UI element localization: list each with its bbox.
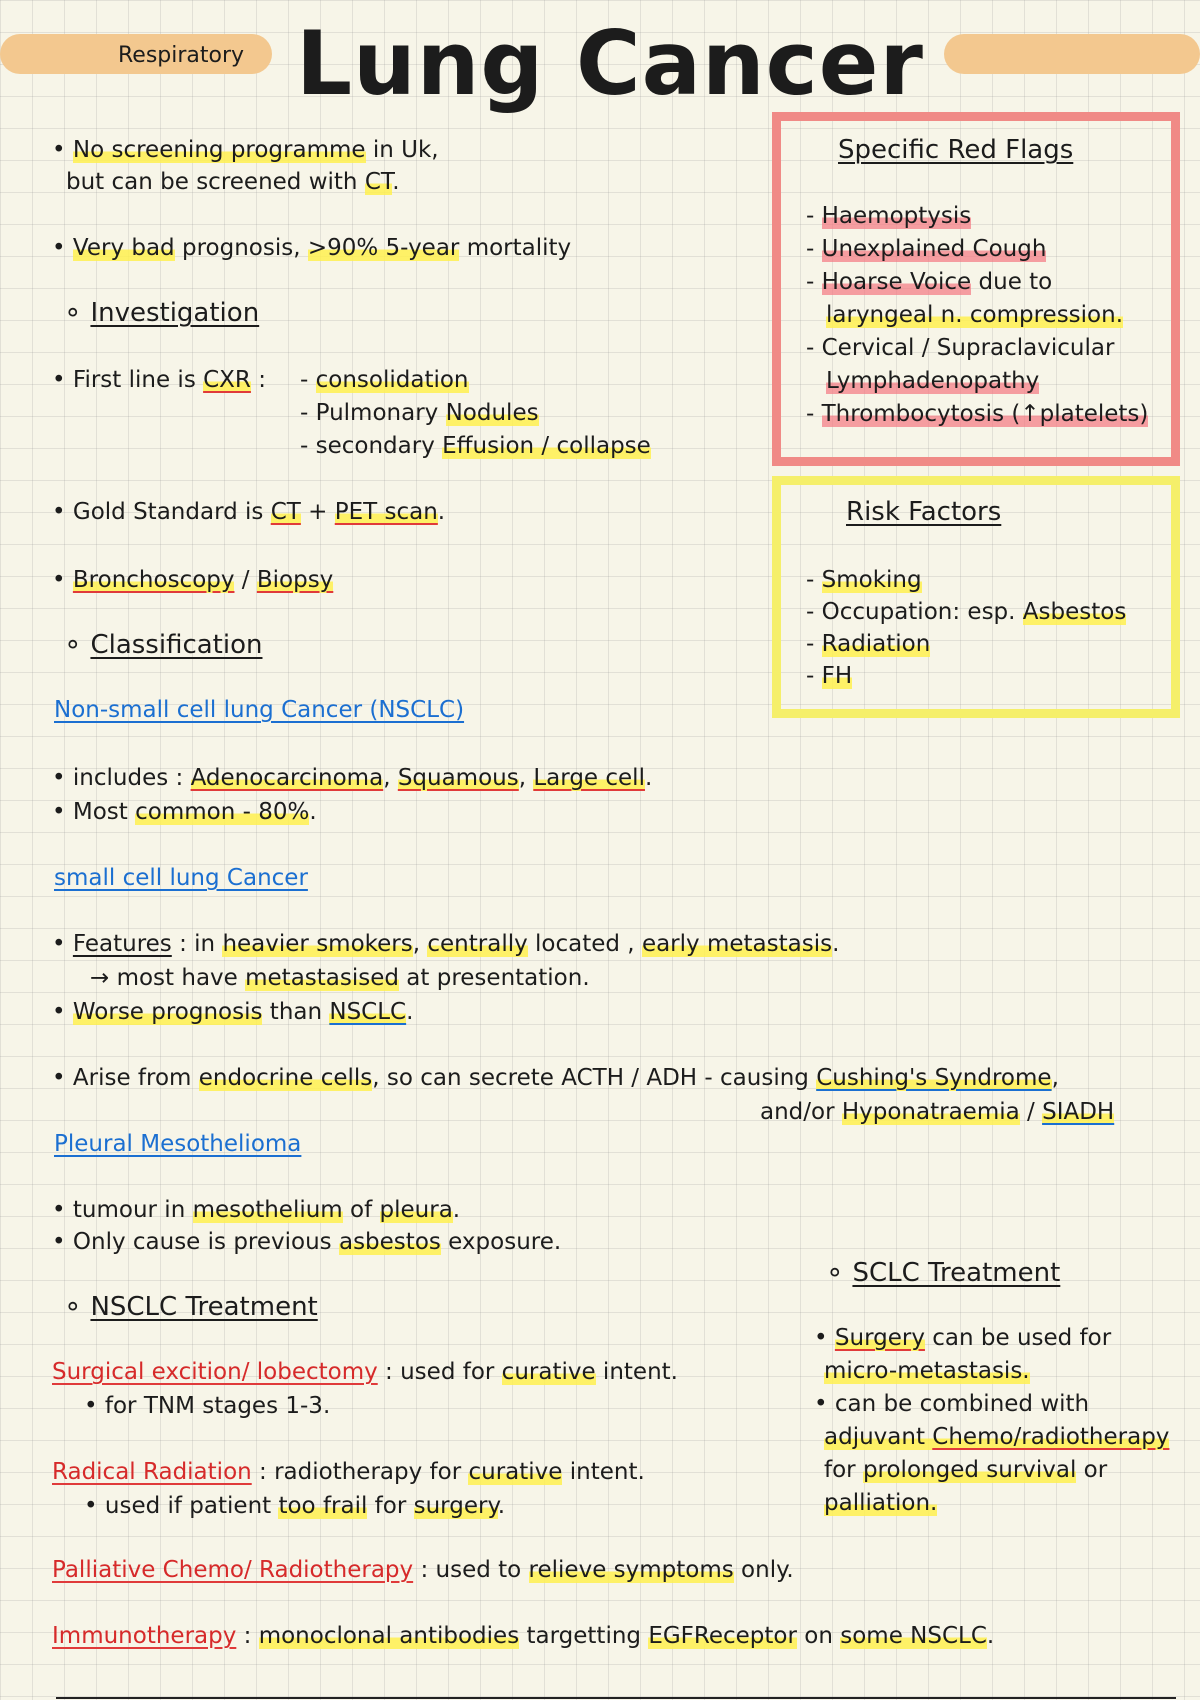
sclc-treatment-line: micro-metastasis. <box>824 1358 1030 1384</box>
red-flag-item: - Unexplained Cough <box>806 233 1148 266</box>
risk-factor-item: - Smoking <box>806 564 1126 596</box>
red-flag-item: - Cervical / Supraclavicular <box>806 332 1148 365</box>
sclc-features: • Features : in heavier smokers, centrally located , early metastasis. <box>52 928 839 960</box>
nsclc-includes: • includes : Adenocarcinoma, Squamous, Large cell. <box>52 762 652 794</box>
screening-line-2: but can be screened with CT. <box>66 169 400 195</box>
radical-radiation-sub: • used if patient too frail for surgery. <box>84 1490 505 1522</box>
red-flag-item-cont: Lymphadenopathy <box>826 368 1040 394</box>
investigation-heading: ∘ Investigation <box>64 296 259 329</box>
sclc-treatment-body <box>814 1322 1169 1520</box>
red-flag-item-cont: laryngeal n. compression. <box>826 302 1124 328</box>
red-flag-item: - Thrombocytosis (↑platelets) <box>806 398 1148 431</box>
risk-factor-item: - Radiation <box>806 628 1126 660</box>
immunotherapy-line: Immunotherapy : monoclonal antibodies targetting EGFReceptor on some NSCLC. <box>52 1623 995 1649</box>
sclc-worse-prognosis: • Worse prognosis than NSCLC. <box>52 996 413 1028</box>
palliative-line: Palliative Chemo/ Radiotherapy : used to relieve symptoms only. <box>52 1557 794 1583</box>
gold-standard-line: • Gold Standard is CT + PET scan. <box>52 496 445 528</box>
mesothelioma-tumour: • tumour in mesothelium of pleura. <box>52 1194 460 1226</box>
cxr-findings <box>300 364 651 463</box>
page-title: Lung Cancer <box>296 12 924 115</box>
mesothelioma-cause: • Only cause is previous asbestos exposure. <box>52 1226 561 1258</box>
classification-heading: ∘ Classification <box>64 628 262 661</box>
sclc-treatment-line: adjuvant Chemo/radiotherapy <box>824 1424 1170 1450</box>
sclc-arise-line-2: and/or Hyponatraemia / SIADH <box>760 1099 1115 1125</box>
risk-factor-item: - FH <box>806 660 1126 692</box>
sclc-metastasised: → most have metastasised at presentation. <box>90 965 590 991</box>
sclc-arise-line: • Arise from endocrine cells, so can secrete ACTH / ADH - causing Cushing's Syndrome, <box>52 1062 1059 1094</box>
red-flags-title: Specific Red Flags <box>838 135 1074 165</box>
cxr-finding-item: - secondary Effusion / collapse <box>300 430 651 463</box>
nsclc-treatment-heading: ∘ NSCLC Treatment <box>64 1290 318 1323</box>
radical-radiation-line: Radical Radiation : radiotherapy for curative intent. <box>52 1459 645 1485</box>
screening-line-1: • No screening programme in Uk, <box>52 134 439 166</box>
nsclc-most-common: • Most common - 80%. <box>52 796 317 828</box>
sclc-treatment-line: • can be combined with <box>814 1388 1169 1421</box>
risk-factors-list <box>806 564 1126 692</box>
bronchoscopy-line: • Bronchoscopy / Biopsy <box>52 564 333 596</box>
risk-factors-title: Risk Factors <box>846 497 1002 527</box>
prognosis-line: • Very bad prognosis, >90% 5-year mortality <box>52 232 571 264</box>
sclc-treatment-line: • Surgery can be used for <box>814 1322 1169 1355</box>
risk-factor-item: - Occupation: esp. Asbestos <box>806 596 1126 628</box>
nsclc-heading: Non-small cell lung Cancer (NSCLC) <box>54 697 465 723</box>
surgical-excision-line: Surgical excition/ lobectomy : used for curative intent. <box>52 1359 678 1385</box>
red-flag-item: - Haemoptysis <box>806 200 1148 233</box>
sclc-treatment-line: palliation. <box>824 1490 938 1516</box>
surgical-excision-sub: • for TNM stages 1-3. <box>84 1390 330 1422</box>
cxr-finding-item: - Pulmonary Nodules <box>300 397 651 430</box>
mesothelioma-heading: Pleural Mesothelioma <box>54 1131 302 1157</box>
sclc-heading: small cell lung Cancer <box>54 865 308 891</box>
sclc-treatment-heading: ∘ SCLC Treatment <box>826 1256 1060 1289</box>
first-line-cxr: • First line is CXR : <box>52 364 266 396</box>
subject-tag: Respiratory <box>118 43 245 68</box>
red-flag-item: - Hoarse Voice due to <box>806 266 1148 299</box>
red-flags-list <box>806 200 1148 431</box>
cxr-finding-item: - consolidation <box>300 364 651 397</box>
sclc-treatment-line: for prolonged survival or <box>824 1457 1108 1483</box>
header-band-right <box>944 34 1200 74</box>
bottom-rule <box>56 1697 1176 1699</box>
